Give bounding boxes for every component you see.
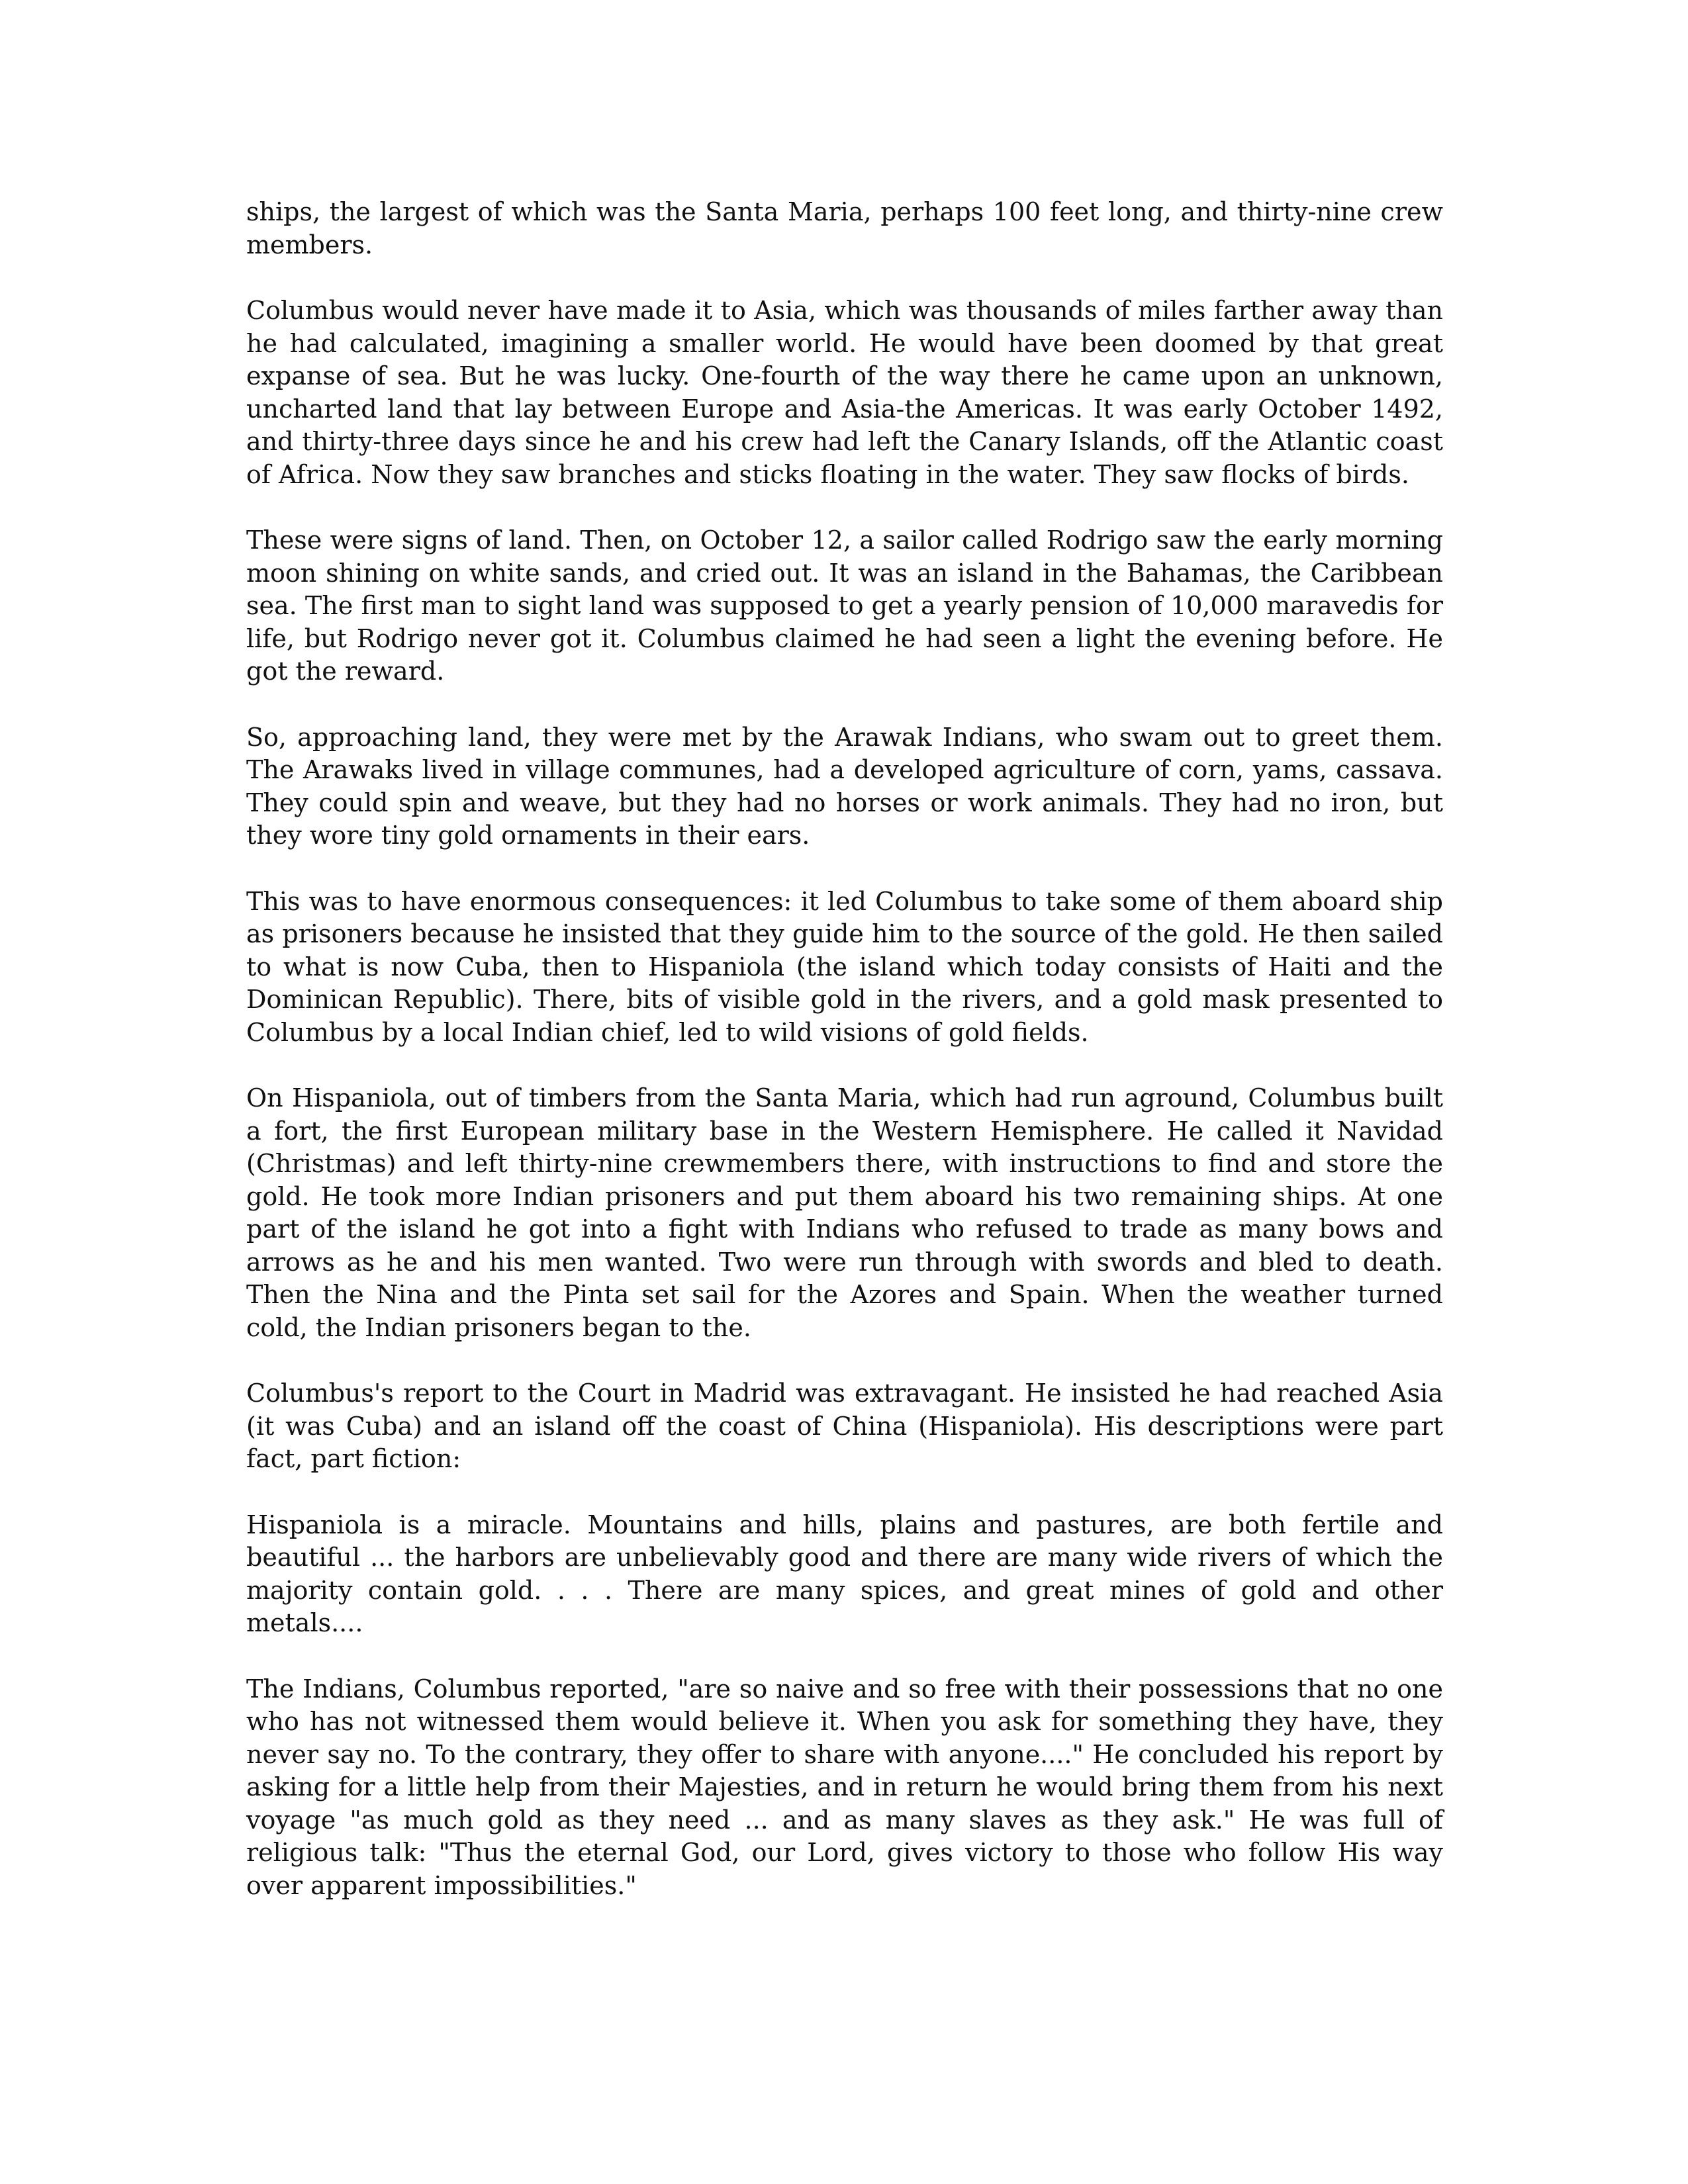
paragraph: Columbus's report to the Court in Madrid was extravagant. He insisted he had reached Asia (it was Cuba) and an island off the coast of China (Hispaniola). His descriptions were part fact, part fiction: <box>246 1379 1443 1473</box>
paragraph: The Indians, Columbus reported, "are so naive and so free with their possessions that no one who has not witnessed them would believe it. When you ask for something they have, they never say no. To the contrary, they offer to share with anyone...." He concluded his report by asking for a little help from their Majesties, and in return he would bring them from his next voyage "as much gold as they need ... and as many slaves as they ask." He was full of religious talk: "Thus the eternal God, our Lord, gives victory to those who follow His way over apparent impossibilities." <box>246 1674 1443 1900</box>
block-quote: Hispaniola is a miracle. Mountains and hills, plains and pastures, are both fertile and beautiful ... the harbors are unbelievably good and there are many wide rivers of which the majority contain gold. . . . There are many spices, and great mines of gold and other metals.... <box>246 1510 1443 1637</box>
paragraph: Columbus would never have made it to Asia, which was thousands of miles farther away than he had calculated, imagining a smaller world. He would have been doomed by that great expanse of sea. But he was lucky. One-fourth of the way there he came upon an unknown, uncharted land that lay between Europe and Asia-the Americas. It was early October 1492, and thirty-three days since he and his crew had left the Canary Islands, off the Atlantic coast of Africa. Now they saw branches and sticks floating in the water. They saw flocks of birds. <box>246 296 1443 489</box>
paragraph: On Hispaniola, out of timbers from the Santa Maria, which had run aground, Columbus built a fort, the first European military base in the Western Hemisphere. He called it Navidad (Christmas) and left thirty-nine crewmembers there, with instructions to find and store the gold. He took more Indian prisoners and put them aboard his two remaining ships. At one part of the island he got into a fight with Indians who refused to trade as many bows and arrows as he and his men wanted. Two were run through with swords and bled to death. Then the Nina and the Pinta set sail for the Azores and Spain. When the weather turned cold, the Indian prisoners began to the. <box>246 1083 1443 1342</box>
document-page <box>246 196 1443 1935</box>
paragraph: These were signs of land. Then, on October 12, a sailor called Rodrigo saw the early morning moon shining on white sands, and cried out. It was an island in the Bahamas, the Caribbean sea. The first man to sight land was supposed to get a yearly pension of 10,000 maravedis for life, but Rodrigo never got it. Columbus claimed he had seen a light the evening before. He got the reward. <box>246 525 1443 686</box>
paragraph: So, approaching land, they were met by the Arawak Indians, who swam out to greet them. The Arawaks lived in village communes, had a developed agriculture of corn, yams, cassava. They could spin and weave, but they had no horses or work animals. They had no iron, but they wore tiny gold ornaments in their ears. <box>246 722 1443 850</box>
paragraph: This was to have enormous consequences: it led Columbus to take some of them aboard ship as prisoners because he insisted that they guide him to the source of the gold. He then sailed to what is now Cuba, then to Hispaniola (the island which today consists of Haiti and the Dominican Republic). There, bits of visible gold in the rivers, and a gold mask presented to Columbus by a local Indian chief, led to wild visions of gold fields. <box>246 886 1443 1047</box>
paragraph: ships, the largest of which was the Santa Maria, perhaps 100 feet long, and thirty-nine crew members. <box>246 197 1443 259</box>
